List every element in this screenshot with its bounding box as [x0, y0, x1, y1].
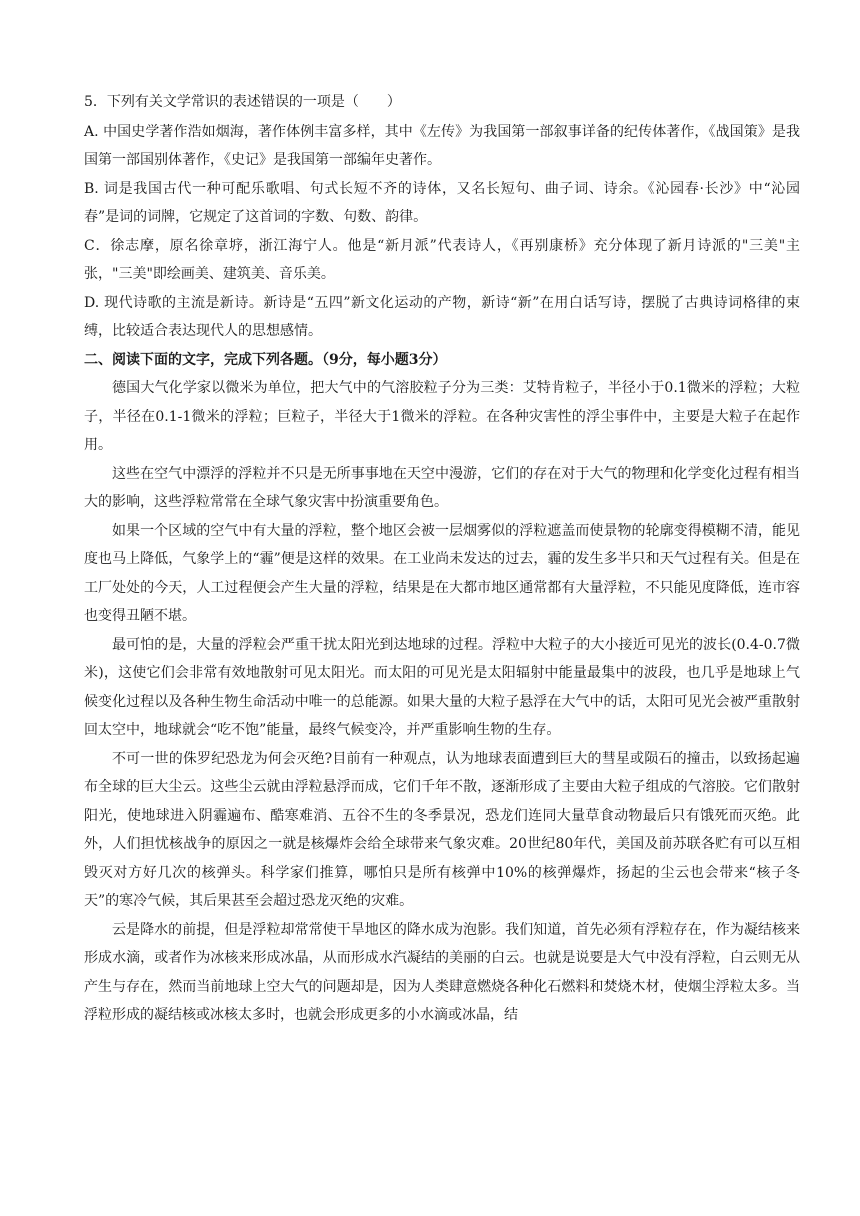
- section-2-heading: 二、阅读下面的文字，完成下列各题。（9分，每小题3分）: [84, 351, 447, 368]
- passage-paragraph-4: 最可怕的是，大量的浮粒会严重干扰太阳光到达地球的过程。浮粒中大粒子的大小接近可见光的波长(0.4-0.7微米)，这使它们会非常有效地散射可见太阳光。而太阳的可见光是太阳辐射中能量最集中的波段，也几乎是地球上气候变化过程以及各种生物生命活动中唯一的总能源。如果大量的大粒子悬浮在大气中的话，太阳可见光会被严重散射回太空中，地球就会“吃不饱”能量，最终气候变冷，并严重影响生物的生存。: [84, 636, 800, 738]
- passage-paragraph-3: 如果一个区域的空气中有大量的浮粒，整个地区会被一层烟雾似的浮粒遮盖而使景物的轮廓变得模糊不清，能见度也马上降低，气象学上的“霾”便是这样的效果。在工业尚未发达的过去，霾的发生多半只和天气过程有关。但是在工厂处处的今天，人工过程便会产生大量的浮粒，结果是在大都市地区通常都有大量浮粒，不只能见度降低，连市容也变得丑陋不堪。: [84, 522, 800, 624]
- question-5-option-a: A. 中国史学著作浩如烟海，著作体例丰富多样，其中《左传》为我国第一部叙事详备的纪传体著作，《战国策》是我国第一部国别体著作，《史记》是我国第一部编年史著作。: [84, 123, 800, 168]
- passage-paragraph-6: 云是降水的前提，但是浮粒却常常使干旱地区的降水成为泡影。我们知道，首先必须有浮粒存在，作为凝结核来形成水滴，或者作为冰核来形成冰晶，从而形成水汽凝结的美丽的白云。也就是说要是大气中没有浮粒，白云则无从产生与存在，然而当前地球上空大气的问题却是，因为人类肆意燃烧各种化石燃料和焚烧木材，使烟尘浮粒太多。当浮粒形成的凝结核或冰核太多时，也就会形成更多的小水滴或冰晶，结: [84, 921, 800, 1023]
- passage-paragraph-5: 不可一世的侏罗纪恐龙为何会灭绝?目前有一种观点，认为地球表面遭到巨大的彗星或陨石的撞击，以致扬起遍布全球的巨大尘云。这些尘云就由浮粒悬浮而成，它们千年不散，逐渐形成了主要由大粒子组成的气溶胶。它们散射阳光，使地球进入阴霾遍布、酷寒难消、五谷不生的冬季景况，恐龙们连同大量草食动物最后只有饿死而灭绝。此外，人们担忧核战争的原因之一就是核爆炸会给全球带来气象灾难。20世纪80年代，美国及前苏联各贮有可以互相毁灭对方好几次的核弹头。科学家们推算，哪怕只是所有核弹中10%的核弹爆炸，扬起的尘云也会带来“核子冬天”的寒冷气候，其后果甚至会超过恐龙灭绝的灾难。: [84, 750, 800, 909]
- passage-paragraph-1: 德国大气化学家以微米为单位，把大气中的气溶胶粒子分为三类：艾特肯粒子，半径小于0.1微米的浮粒；大粒子，半径在0.1-1微米的浮粒；巨粒子，半径大于1微米的浮粒。在各种灾害性的浮尘事件中，主要是大粒子在起作用。: [84, 380, 800, 453]
- question-5-option-d: D. 现代诗歌的主流是新诗。新诗是“五四”新文化运动的产物，新诗“新”在用白话写诗，摆脱了古典诗词格律的束缚，比较适合表达现代人的思想感情。: [84, 294, 800, 339]
- question-5-option-b: B. 词是我国古代一种可配乐歌唱、句式长短不齐的诗体，又名长短句、曲子词、诗余。《沁园春·长沙》中“沁园春”是词的词牌，它规定了这首词的字数、句数、韵律。: [84, 180, 800, 225]
- question-5-stem: 5．下列有关文学常识的表述错误的一项是（ ）: [84, 94, 401, 110]
- passage-paragraph-2: 这些在空气中漂浮的浮粒并不只是无所事事地在天空中漫游，它们的存在对于大气的物理和化学变化过程有相当大的影响，这些浮粒常常在全球气象灾害中扮演重要角色。: [84, 465, 800, 510]
- question-5-option-c: C．徐志摩，原名徐章垿，浙江海宁人。他是“新月派”代表诗人，《再别康桥》充分体现了新月诗派的"三美"主张，"三美"即绘画美、建筑美、音乐美。: [84, 237, 800, 282]
